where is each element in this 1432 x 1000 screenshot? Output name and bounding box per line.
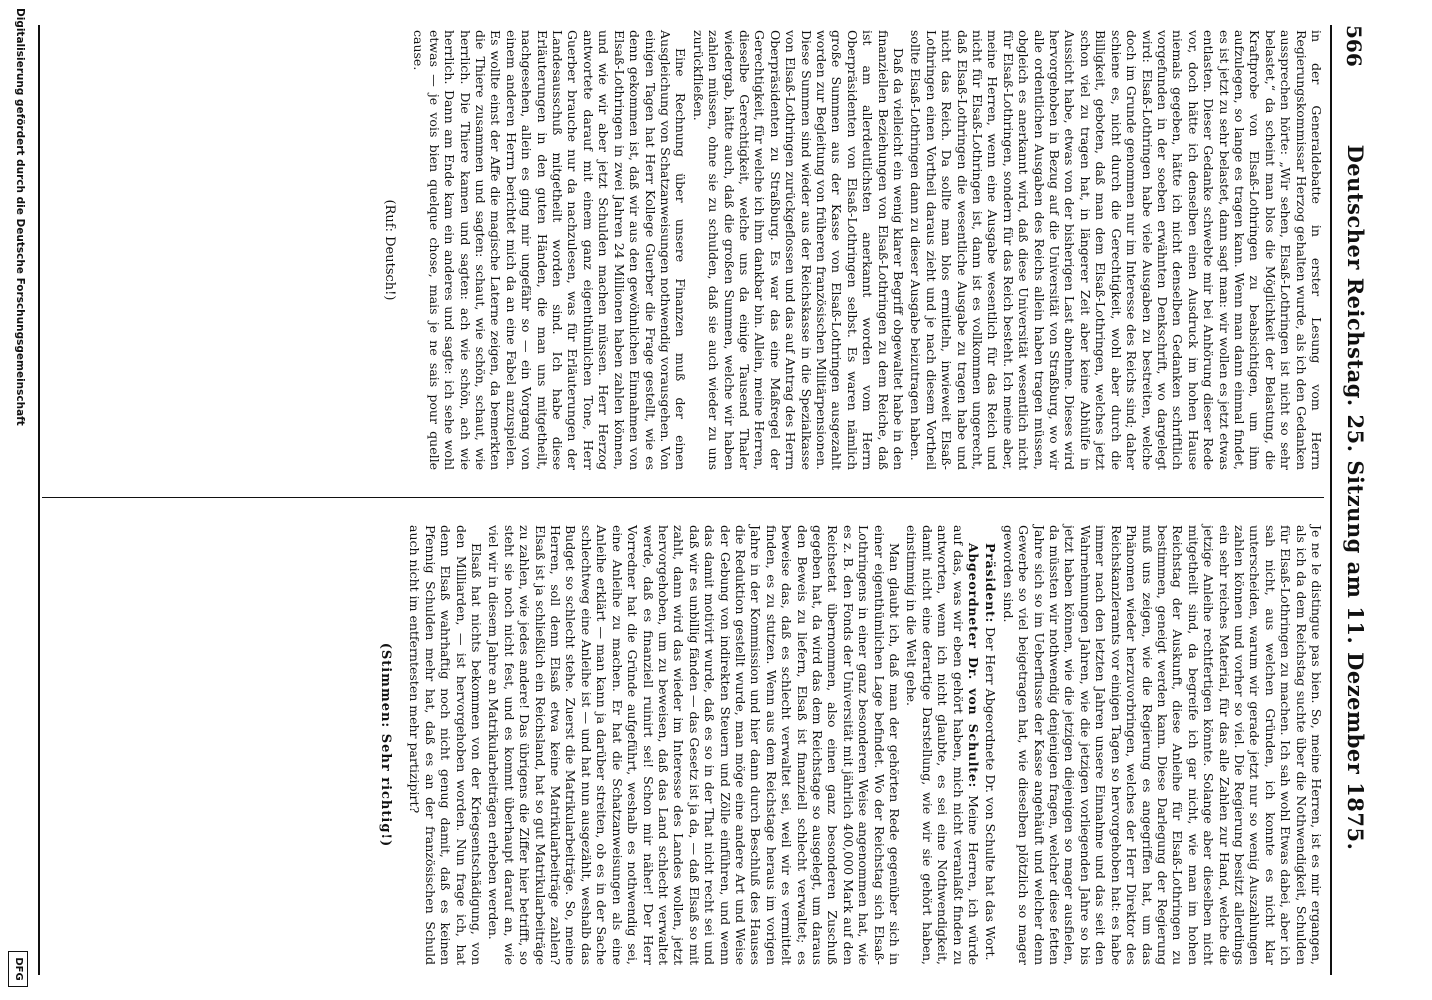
column-divider <box>42 497 1324 498</box>
schulte-paragraph: Man glaubt ich, daß man der gehörten Rede gegenüber sich in einer eigenthümlichen Lage befindet. Wo der Reichstag sich Elsaß-Lothringens in einer ganz besonderen Weise angenommen hat, wie es z. B. den Fonds der Universität mit jährlich 400,000 Mark auf den Reichsetat übernommen, also einen ganz besonderen Zuschuß gegeben hat, da wird das dem Reichstage so ausgelegt, um daraus den Beweis zu liefern, Elsaß ist finanziell schlecht verwaltet; es beweise das, daß es schlecht verwaltet sei, weil wir es vermittelt finden, es zu stutzen. Wenn aus dem Reichstage heraus im vorigen Jahre in der Kommission und hier dann durch Beschluß des Hauses die Reduktion gestellt wurde, man möge eine andere Art und Weise der Gebung von indirekten Steuern und Zölle einführen, und wenn das damit motivirt wurde, daß es so in der That nicht recht sei und daß wir es unbillig fänden — das Gesetz ist ja da, — daß Elsaß so mit zahlt, dann wird das wieder im Interesse des Landes wollen, jetzt hervorgehoben, um zu beweisen, daß das Land schlecht verwaltet werde, daß es finanziell ruinirt sei! Schon mir näher! Der Herr Vorredner hat die Gründe aufgeführt, weshalb es nothwendig sei, eine Anleihe zu machen. Er hat die Schatzanweisungen als eine Anleihe erklärt — man kann ja darüber streiten, ob es in der Sache schlechtweg eine Anleihe ist — und hat nun ausgezählt, weshalb das Budget so schlecht stehe. Zuerst die Matrikularbeiträge. So, meine Herren, soll denn Elsaß etwa keine Matrikularbeiträge zahlen? Elsaß ist ja schließlich ein Reichsland, hat so gut Matrikularbeiträge zu zahlen, wie jedes andere! Das übrigens die Ziffer hier betrifft, so steht sie noch nicht fest, und es kommt überhaupt darauf an, wie viel wir in diesem Jahre an Matrikularbeiträgen erheben werden. <box>486 525 903 965</box>
schulte-text: Meine Herren, ich würde auf das, was wir eben gehört haben, mich nicht veranlaßt finden zu antworten, wenn ich nicht glaubte, es sei eine Nothwendigkeit, damit nicht eine derartige Darstellung, wie wir sie gehört haben, einstimmig in die Welt gehe. <box>904 525 982 965</box>
footer-rule <box>38 25 40 975</box>
schulte-speech-intro <box>904 525 981 965</box>
left-paragraph: Daß da vielleicht ein wenig klarer Begriff obgewaltet habe in den finanziellen Beziehungen von Elsaß-Lothringen zu dem Reiche, daß ist am allerdeutlichsten anerkannt worden vom Herrn Oberpräsidenten von Elsaß-Lothringen selbst. Es waren nämlich große Summen aus der Kasse von Elsaß-Lothringen ausgezahlt worden zur Begleitung von früheren französischen Militärpensionen. Diese Summen sind wieder aus der Reichskasse in die Spezialkasse von Elsaß-Lothringen zurückgeflossen und das auf Antrag des Herrn Oberpräsidenten zu Straßburg. Es war das eine Maßregel der Gerechtigkeit, für welche ich ihm dankbar bin. Allein, meine Herren, dieselbe Gerechtigkeit, welche uns da einige Tausend Thaler wiedergab, hätte auch, daß die großen Summen, welche wir haben zahlen müssen, ohne sie zu schulden, daß sie auch wieder zu uns zurückfließen. <box>690 30 907 470</box>
digitization-credit: Digitalisierung gefördert durch die Deutsche Forschungsgemeinschaft <box>14 8 26 426</box>
left-closing-remark: (Ruf: Deutsch!) <box>382 199 398 301</box>
schulte-paragraph: Elsaß hat nichts bekommen von der Kriegsentschädigung, von den Milliarden, — ist hervorgehoben worden. Nun frage ich, hat denn Elsaß wahrhaftig noch nicht genug damit, daß es keinen Pfennig Schulden mehr hat, daß es an der französischen Schuld auch nicht im entferntesten mehr partizipirt? <box>407 525 485 965</box>
header-rule <box>1330 25 1332 975</box>
president-text: Der Herr Abgeordnete Dr. von Schulte hat das Wort. <box>983 627 999 961</box>
page-number: 566 <box>1342 25 1366 67</box>
left-paragraph: in der Generaldebatte in erster Lesung vom Herrn Regierungskommissar Herzog gehalten wurde, als ich den Gedanken aussprechen hörte: „Wir sehen, Elsaß-Lothringen ist nicht so sehr belastet,“ da scheint man blos die Möglichkeit der Belastung, die Kraftprobe von Elsaß-Lothringen zu beabsichtigen, um ihm aufzulegen, so lange es tragen kann. Wenn man dann einmal findet, es ist jetzt zu sehr belastet, dann sagt man: wir wollen es jetzt etwas entlasten. Dieser Gedanke schwebte mir bei Anhörung dieser Rede vor, doch hätte ich denselben einen Ausdruck im hohen Hause niemals gegeben, hätte ich nicht denselben Gedanken schriftlich vorgefunden in der soeben erwähnten Denkschrift, wo dargelegt wird: Elsaß-Lothringen habe viele Ausgaben zu bestreiten, welche doch im Grunde genommen nur im Interesse des Reichs sind; daher schiene es, nicht durch die Gerechtigkeit, wohl aber durch die Billigkeit, geboten, daß man dem Elsaß-Lothringen, welches jetzt schon viel zu tragen hat, in längerer Zeit aber keine Abhülfe in Aussicht habe, etwas von der bisherigen Last abnehme. Dieses wird hervorgehoben in Bezug auf die Universität von Straßburg, wo wir alle ordentlichen Ausgaben des Reichs allein haben tragen müssen, obgleich es anerkannt wird, daß diese Universität wesentlich nicht für Elsaß-Lothringen, sondern für das Reich besteht. Ich meine aber, meine Herren, wenn eine Ausgabe wesentlich für das Reich und nicht für Elsaß-Lothringen ist, dann ist es vollkommen ungerecht, daß Elsaß-Lothringen die wesentliche Ausgabe zu tragen habe und nicht das Reich. Da sollte man blos ermitteln, inwieweit Elsaß-Lothringen einen Vortheil daraus zieht und je nach diesem Vortheil sollte Elsaß-Lothringen dann zu dieser Ausgabe beizutragen haben. <box>908 30 1324 470</box>
page-title: Deutscher Reichstag. 25. Sitzung am 11. Dezember 1875. <box>1343 144 1368 851</box>
dfg-logo: DFG <box>8 951 28 987</box>
left-paragraph: Eine Rechnung über unsere Finanzen muß der einen Ausgleichung von Schatzanweisungen nothwendig vorausgehen. Von einigen Tagen hat Herr Kollege Guerber die Frage gestellt, wie es denn gekommen ist, daß wir aus den gewöhnlichen Einnahmen von Elsaß-Lothringen in zwei Jahren 24 Millionen haben zahlen können, und wie wir aber jetzt Schulden machen müssen. Herr Herzog antwortete darauf mit einem ganz eigenthümlichen Tone, Herr Guerber brauche nur da nachzulesen, was für Erläuterungen der Landesausschuß mitgetheilt worden sind. Ich habe diese Erläuterungen in den guten Händen, die man uns mitgetheilt, nachgesehen, allein es ging mir ungefähr so — ein Vorgang von einem anderen Herrn berichtet mich da an eine Fabel anzuspielen. Es wollte einst der Affe die magische Laterne zeigen, da bemerkten die Thiere zusammen und sagten: schaut, wie schön, schaut, wie herrlich. Die Thiere kamen und sagten: ach wie schön, ach wie herrlich. Dann am Ende kam ein anderes und sagte: ich sehe wohl etwas — je vois bien quelque chose, mais je ne sais pour quelle cause. <box>411 30 689 470</box>
speaker-president: Präsident: <box>983 543 999 624</box>
digitization-strip <box>2 8 32 993</box>
right-closing-remark: (Stimmen: Sehr richtig!) <box>378 642 394 848</box>
page-header <box>1334 25 1374 970</box>
speaker-schulte: Abgeordneter Dr. von Schulte: <box>966 543 982 789</box>
right-column <box>44 525 1324 965</box>
left-column <box>44 30 1324 470</box>
president-speech <box>983 525 998 965</box>
right-paragraph: Je ne le distingue pas bien. So, meine Herren, ist es mir ergangen, als ich da dem Reichstag suchte über die Nothwendigkeit, Schulden für Elsaß-Lothringen zu machen. Ich sah wohl Etwas dabei, aber ich sah nicht, aus welchen Gründen, ich konnte es nicht klar unterscheiden, warum wir gerade jetzt nur so wenig Auszahlungen zahlen können und vorher so viel. Die Regierung besitzt allerdings ein sehr reiches Material, für das alle Zahlen zur Hand, welche die jetzige Anleihe rechtfertigen könnte. Solange aber dieselben nicht mitgetheilt sind, da begreife ich gar nicht, wie man im hohen Reichstag der Auskunft, diese Anleihe für Elsaß-Lothringen zu bestimmen, geneigt werden kann. Diese Darlegung der Regierung muß uns zeigen, wie die Regierung es angegriffen hat, um das Phänomen wieder herzuvorbringen, welches der Herr Direktor des Reichskanzleramts vor einigen Tagen so hervorgehoben hat: es habe immer nach den letzten Jahren unsere Einnahme und das seit den Wahrnehmungen Jahren, wie die jetzigen vorliegenden Jahre so bis jetzt haben können, wie die jetzigen diejenigen so mager ausfielen, da müssten wir nothwendig denjenigen fragen, welcher diese fetten Jahre sich so im Ueberflusse der Kasse angehäuft und welcher denn Gewerbe so viel beigetragen hat, wie dieselben plötzlich so mager geworden sind. <box>1000 525 1324 965</box>
